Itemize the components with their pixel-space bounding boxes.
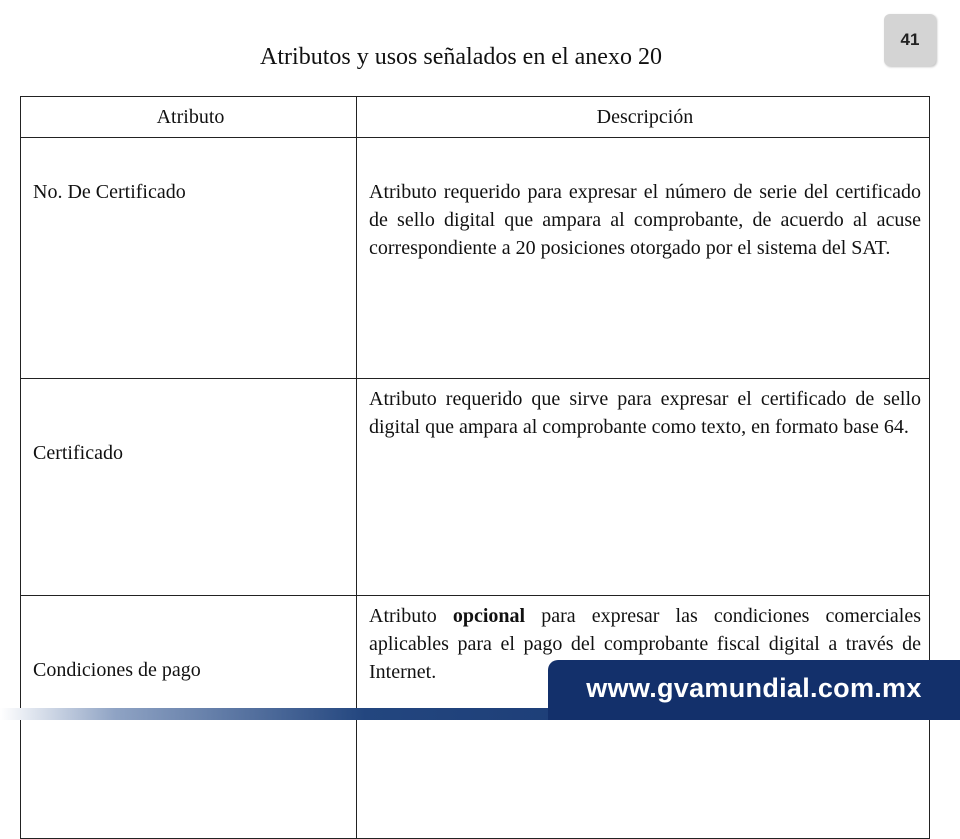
table-row	[21, 138, 930, 379]
description-bold-term: opcional	[452, 605, 526, 627]
description-cell: Atributo requerido que sirve para expresar el certificado de sello digital que ampara al comprobante como texto, en formato base 64.	[357, 379, 930, 596]
header-descripcion: Descripción	[357, 97, 930, 138]
attribute-cell: Certificado	[21, 379, 357, 596]
footer-url[interactable]: www.gvamundial.com.mx	[586, 672, 922, 703]
description-text-end: para expresar las condiciones comerciales aplicables para el pago del comprobante fiscal digital a través de Internet.	[369, 605, 921, 683]
attribute-cell: No. De Certificado	[21, 138, 357, 379]
page-number: 41	[900, 30, 920, 49]
description-text-start: Atributo	[369, 605, 453, 627]
page-title: Atributos y usos señalados en el anexo 20	[260, 44, 662, 70]
attribute-cell: Condiciones de pago	[21, 596, 357, 839]
attributes-table	[20, 96, 930, 839]
table-row	[21, 379, 930, 596]
header-atributo: Atributo	[21, 97, 357, 138]
table-header-row	[21, 97, 930, 138]
description-cell: Atributo requerido para expresar el número de serie del certificado de sello digital que ampara al comprobante, de acuerdo al acuse correspondiente a 20 posiciones otorgado por el sistema del SAT.	[357, 138, 930, 379]
